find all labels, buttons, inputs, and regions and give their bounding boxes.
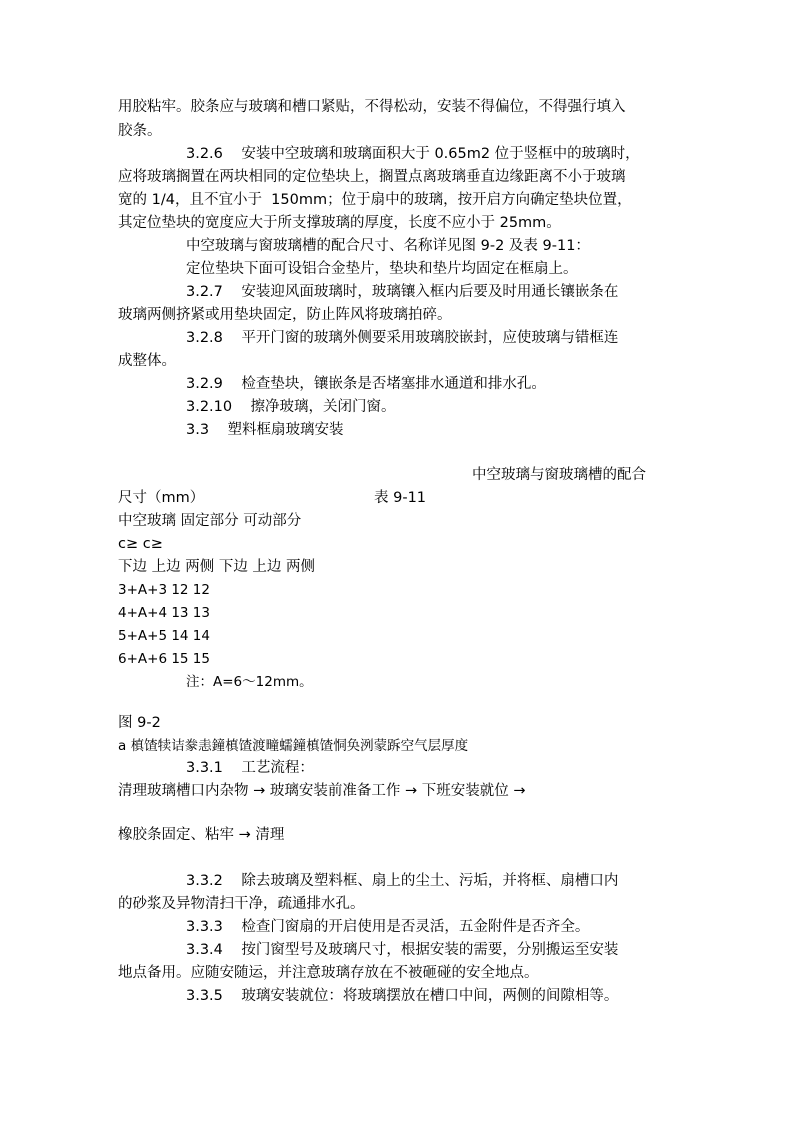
paragraph-line: 玻璃两侧挤紧或用垫块固定，防止阵风将玻璃拍碎。 — [118, 307, 452, 323]
table-row: 5+A+5 14 14 — [118, 628, 210, 644]
table-header-row: 下边 上边 两侧 下边 上边 两侧 — [118, 559, 316, 575]
paragraph-line: 地点备用。应随安随运，并注意玻璃存放在不被砸碰的安全地点。 — [118, 965, 539, 981]
table-number: 表 9-11 — [374, 490, 427, 506]
paragraph-line: 宽的 1/4，且不宜小于 150mm；位于扇中的玻璃，按开启方向确定垫块位置， — [118, 192, 632, 208]
table-note: 注：A=6～12mm。 — [186, 674, 313, 690]
paragraph-line: 胶条。 — [118, 123, 162, 139]
section-3-2-6: 3.2.6 安装中空玻璃和玻璃面积大于 0.65m2 位于竖框中的玻璃时， — [186, 146, 640, 162]
paragraph-line: 应将玻璃搁置在两块相同的定位垫块上，搁置点离玻璃垂直边缘距离不小于玻璃 — [118, 169, 626, 185]
section-3-2-7: 3.2.7 安装迎风面玻璃时，玻璃镶入框内后要及时用通长镶嵌条在 — [186, 284, 619, 300]
paragraph-line: 中空玻璃与窗玻璃槽的配合尺寸、名称详见图 9-2 及表 9-11： — [186, 238, 590, 254]
section-3-3-1: 3.3.1 工艺流程： — [186, 760, 314, 776]
section-3-2-10: 3.2.10 擦净玻璃，关闭门窗。 — [186, 399, 396, 415]
process-flow-line: 橡胶条固定、粘牢 → 清理 — [118, 827, 285, 843]
table-row: 4+A+4 13 13 — [118, 605, 210, 621]
table-caption-unit: 尺寸（mm） — [118, 490, 205, 506]
section-3-3-2: 3.3.2 除去玻璃及塑料框、扇上的尘土、污垢，并将框、扇槽口内 — [186, 873, 619, 889]
section-3-3-3: 3.3.3 检查门窗扇的开启使用是否灵活，五金附件是否齐全。 — [186, 919, 590, 935]
figure-caption: a 槙馇犊诘豢恚鐘槙馇渡疃蠕鐘槙馇恫奂洌蒙跅空气层厚度 — [118, 738, 469, 754]
table-header-row: c≥ c≥ — [118, 536, 163, 552]
section-3-3-4: 3.3.4 按门窗型号及玻璃尺寸，根据安装的需要，分别搬运至安装 — [186, 942, 619, 958]
section-3-3-5: 3.3.5 玻璃安装就位：将玻璃摆放在槽口中间，两侧的间隙相等。 — [186, 988, 619, 1004]
section-3-3-heading: 3.3 塑料框扇玻璃安装 — [186, 422, 344, 438]
section-3-2-9: 3.2.9 检查垫块，镶嵌条是否堵塞排水通道和排水孔。 — [186, 376, 546, 392]
paragraph-line: 其定位垫块的宽度应大于所支撑玻璃的厚度，长度不应小于 25mm。 — [118, 215, 561, 231]
section-3-2-8: 3.2.8 平开门窗的玻璃外侧要采用玻璃胶嵌封，应使玻璃与错框连 — [186, 330, 619, 346]
table-header-row: 中空玻璃 固定部分 可动部分 — [118, 513, 302, 529]
figure-label: 图 9-2 — [118, 715, 161, 731]
table-row: 6+A+6 15 15 — [118, 651, 210, 667]
paragraph-line: 用胶粘牢。胶条应与玻璃和槽口紧贴，不得松动，安装不得偏位，不得强行填入 — [118, 99, 626, 115]
process-flow-line: 清理玻璃槽口内杂物 → 玻璃安装前准备工作 → 下班安装就位 → — [118, 783, 526, 799]
table-row: 3+A+3 12 12 — [118, 582, 210, 598]
paragraph-line: 定位垫块下面可设铝合金垫片，垫块和垫片均固定在框扇上。 — [186, 261, 578, 277]
paragraph-line: 的砂浆及异物清扫干净，疏通排水孔。 — [118, 896, 365, 912]
table-caption: 中空玻璃与窗玻璃槽的配合 — [472, 467, 646, 483]
paragraph-line: 成整体。 — [118, 353, 176, 369]
